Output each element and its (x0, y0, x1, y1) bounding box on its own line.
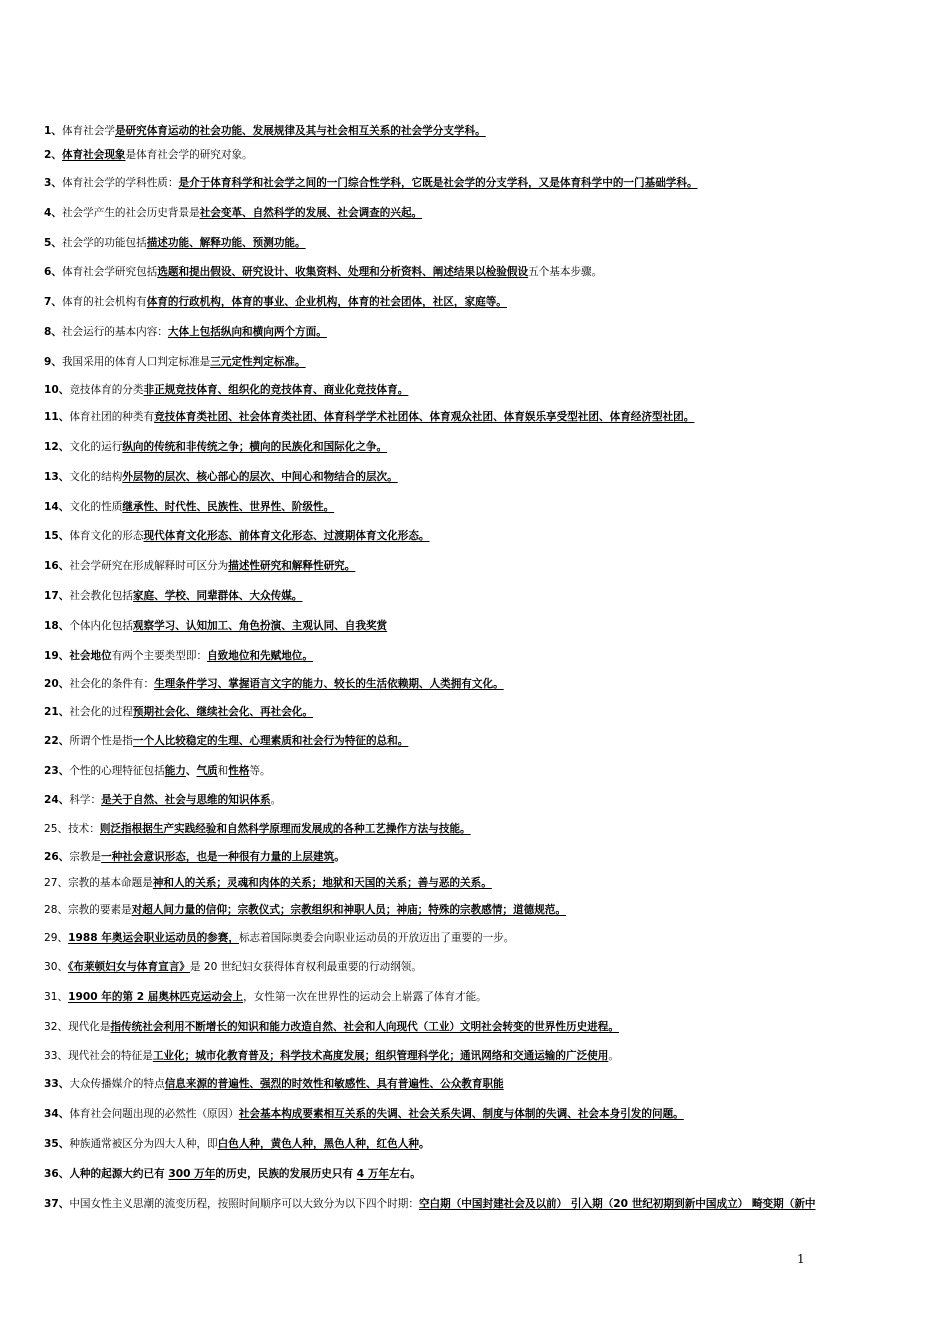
question-text: 体育社会学研究包括 (61, 266, 158, 278)
question-item (44, 355, 926, 369)
question-text: 文化的结构 (69, 471, 123, 483)
question-item (44, 960, 926, 974)
answer-text: 体育社会现象 (61, 149, 126, 161)
question-text: 。 (334, 851, 345, 863)
item-number: 9、 (44, 356, 62, 368)
answer-text: 神和人的关系；灵魂和肉体的关系；地狱和天国的关系；善与恶的关系。 (152, 877, 492, 889)
question-item (44, 1197, 926, 1211)
question-item (44, 764, 926, 778)
question-item (44, 931, 926, 945)
question-text: 所谓个性是指 (69, 735, 133, 747)
answer-text: 信息来源的普遍性、强烈的时效性和敏感性、具有普遍性、公众教育职能 (164, 1078, 504, 1090)
answer-text: 指传统社会利用不断增长的知识和能力改造自然、社会和人向现代（工业）文明社会转变的世界性历史进程。 (110, 1021, 619, 1033)
question-text: 的历史，民族的发展历史只有 (215, 1168, 357, 1180)
question-text: 。 (608, 1050, 619, 1062)
item-number: 25、 (44, 823, 69, 835)
question-text: ，女性第一次在世界性的运动会上崭露了体育才能。 (243, 991, 487, 1003)
answer-text: 预期社会化、继续社会化、再社会化。 (132, 706, 313, 718)
item-number: 5、 (44, 237, 62, 249)
question-item (44, 176, 926, 190)
question-item (44, 236, 926, 250)
question-text: 宗教的要素是 (68, 904, 132, 916)
item-number: 6、 (44, 266, 62, 278)
question-text: 体育文化的形态 (69, 530, 144, 542)
question-text: 竞技体育的分类 (69, 384, 144, 396)
question-text: 体育社会问题出现的必然性（原因） (69, 1108, 239, 1120)
question-item (44, 793, 926, 807)
answer-text: 三元定性判定标准。 (210, 356, 306, 368)
question-text: 体育社团的种类有 (69, 411, 155, 423)
question-text: 文化的性质 (69, 501, 123, 513)
answer-text: 白色人种，黄色人种，黑色人种，红色人种 (217, 1138, 419, 1150)
question-text: 个性的心理特征包括 (69, 765, 165, 777)
question-text: 宗教是 (69, 851, 102, 863)
question-text: 现代化是 (68, 1021, 111, 1033)
answer-text: 空白期（中国封建社会及以前） 引入期（20 世纪初期到新中国成立） 畸变期（新中 (418, 1198, 816, 1210)
answer-text: 4 万年 (356, 1168, 390, 1180)
item-number: 11、 (44, 411, 70, 423)
item-number: 29、 (44, 932, 69, 944)
question-item (44, 677, 926, 691)
item-number: 34、 (44, 1108, 70, 1120)
answer-text: 生理条件学习、掌握语言文字的能力、较长的生活依赖期、人类拥有文化。 (154, 678, 504, 690)
question-item (44, 1107, 926, 1121)
question-item (44, 850, 926, 864)
answer-text: 继承性、时代性、民族性、世界性、阶级性。 (122, 501, 335, 513)
question-item (44, 470, 926, 484)
question-text: 左右。 (389, 1168, 421, 1180)
question-item (44, 876, 926, 890)
question-text: 文化的运行 (69, 441, 123, 453)
answer-text: 现代体育文化形态、前体育文化形态、过渡期体育文化形态。 (143, 530, 430, 542)
question-item (44, 295, 926, 309)
question-item (44, 822, 926, 836)
question-item (44, 148, 926, 162)
answer-text: 是关于自然、社会与思维的知识体系 (101, 794, 271, 806)
item-number: 35、 (44, 1138, 70, 1150)
question-item (44, 1167, 926, 1181)
item-number: 36、 (44, 1168, 70, 1180)
item-number: 10、 (44, 384, 70, 396)
question-text: 中国女性主义思潮的流变历程，按照时间顺序可以大致分为以下四个时期： (69, 1198, 419, 1210)
answer-text: 纵向的传统和非传统之争；横向的民族化和国际化之争。 (122, 441, 388, 453)
item-number: 17、 (44, 590, 70, 602)
question-text: 科学： (69, 794, 102, 806)
item-number: 18、 (44, 620, 70, 632)
answer-text: 大体上包括纵向和横向两个方面。 (167, 326, 327, 338)
item-number: 24、 (44, 794, 70, 806)
question-text: 、 (185, 765, 197, 777)
answer-text: 社会变革、自然科学的发展、社会调查的兴起。 (199, 207, 423, 219)
answer-text: 家庭、学校、同辈群体、大众传媒。 (132, 590, 303, 602)
item-number: 33、 (44, 1078, 70, 1090)
answer-text: 1988 年奥运会职业运动员的参赛， (68, 932, 239, 944)
question-item (44, 705, 926, 719)
question-item (44, 325, 926, 339)
question-text: 种族通常被区分为四大人种，即 (69, 1138, 218, 1150)
item-number: 33、 (44, 1050, 69, 1062)
item-number: 30、 (44, 961, 69, 973)
question-text: 社会学产生的社会历史背景是 (61, 207, 200, 219)
item-number: 12、 (44, 441, 70, 453)
question-item (44, 529, 926, 543)
page-number: 1 (797, 1252, 805, 1266)
question-text: 体育社会学的学科性质： (61, 177, 179, 189)
question-text: 有两个主要类型即： (111, 650, 208, 662)
question-item (44, 124, 926, 138)
answer-text: 非正规竞技体育、组织化的竞技体育、商业化竞技体育。 (143, 384, 409, 396)
question-text: 社会化的过程 (69, 706, 133, 718)
question-text: 五个基本步骤。 (528, 266, 603, 278)
answer-text: 是研究体育运动的社会功能、发展规律及其与社会相互关系的社会学分支学科。 (114, 125, 486, 137)
question-item (44, 1020, 926, 1034)
answer-text: 一种社会意识形态，也是一种很有力量的上层建筑 (101, 851, 335, 863)
item-number: 22、 (44, 735, 70, 747)
item-number: 26、 (44, 851, 70, 863)
answer-text: 1900 年的第 2 届奥林匹克运动会上 (68, 991, 244, 1003)
question-item (44, 500, 926, 514)
answer-text: 工业化；城市化教育普及；科学技术高度发展；组织管理科学化；通讯网络和交通运输的广泛使用 (152, 1050, 609, 1062)
question-text: 社会学的功能包括 (61, 237, 147, 249)
question-text: 大众传播媒介的特点 (69, 1078, 165, 1090)
question-text: 人种的起源大约已有 (69, 1168, 169, 1180)
answer-text: 社会基本构成要素相互关系的失调、社会关系失调、制度与体制的失调、社会本身引发的问题。 (238, 1108, 684, 1120)
answer-text: 气质 (196, 765, 218, 777)
item-number: 21、 (44, 706, 70, 718)
item-number: 4、 (44, 207, 62, 219)
answer-text: 外层物的层次、核心部心的层次、中间心和物结合的层次。 (122, 471, 398, 483)
item-number: 28、 (44, 904, 69, 916)
question-text: 社会地位 (69, 650, 112, 662)
item-number: 2、 (44, 149, 62, 161)
item-number: 37、 (44, 1198, 70, 1210)
question-item (44, 990, 926, 1004)
item-number: 19、 (44, 650, 70, 662)
item-number: 16、 (44, 560, 70, 572)
question-item (44, 383, 926, 397)
question-text: 等。 (249, 765, 271, 777)
question-item (44, 589, 926, 603)
item-number: 14、 (44, 501, 70, 513)
question-item (44, 734, 926, 748)
answer-text: 观察学习、认知加工、角色扮演、主观认同、自我奖赏 (132, 620, 388, 632)
question-text: 是 20 世纪妇女获得体育权利最重要的行动纲领。 (189, 961, 422, 973)
answer-text: 一个人比较稳定的生理、心理素质和社会行为特征的总和。 (132, 735, 409, 747)
question-text: 社会化的条件有： (69, 678, 155, 690)
item-number: 13、 (44, 471, 70, 483)
question-text: 个体内化包括 (69, 620, 133, 632)
question-text: 社会教化包括 (69, 590, 133, 602)
question-text: 社会学研究在形成解释时可区分为 (69, 560, 229, 572)
answer-text: 对超人间力量的信仰；宗教仪式；宗教组织和神职人员；神庙；特殊的宗教感情；道德规范。 (131, 904, 566, 916)
question-item (44, 903, 926, 917)
item-number: 20、 (44, 678, 70, 690)
answer-text: 300 万年 (168, 1168, 216, 1180)
answer-text: 则泛指根据生产实践经验和自然科学原理而发展成的各种工艺操作方法与技能。 (99, 823, 471, 835)
question-text: 是体育社会学的研究对象。 (125, 149, 253, 161)
question-item (44, 1137, 926, 1151)
answer-text: 能力 (164, 765, 186, 777)
answer-text: 性格 (228, 765, 250, 777)
item-number: 7、 (44, 296, 62, 308)
item-number: 3、 (44, 177, 62, 189)
question-text: 。 (418, 1138, 430, 1150)
question-text: 。 (270, 794, 282, 806)
question-item (44, 1049, 926, 1063)
item-number: 1、 (44, 125, 62, 137)
item-number: 15、 (44, 530, 70, 542)
answer-text: 选题和提出假设、研究设计、收集资料、处理和分析资料、阐述结果以检验假设 (157, 266, 529, 278)
question-text: 社会运行的基本内容： (61, 326, 168, 338)
item-number: 8、 (44, 326, 62, 338)
answer-text: 竞技体育类社团、社会体育类社团、体育科学学术社团体、体育观众社团、体育娱乐享受型社团、体育经济型社团。 (154, 411, 695, 423)
item-number: 27、 (44, 877, 69, 889)
question-item (44, 440, 926, 454)
answer-text: 自致地位和先赋地位。 (207, 650, 313, 662)
question-item (44, 265, 926, 279)
item-number: 31、 (44, 991, 69, 1003)
question-text: 技术： (68, 823, 100, 835)
answer-text: 体育的行政机构，体育的事业、企业机构，体育的社会团体，社区，家庭等。 (146, 296, 507, 308)
question-text: 我国采用的体育人口判定标准是 (61, 356, 211, 368)
answer-text: 《布莱顿妇女与体育宣言》 (68, 961, 190, 973)
answer-text: 是介于体育科学和社会学之间的一门综合性学科，它既是社会学的分支学科，又是体育科学中的一门基础学科。 (178, 177, 698, 189)
answer-text: 描述性研究和解释性研究。 (228, 560, 356, 572)
item-number: 32、 (44, 1021, 69, 1033)
question-text: 现代社会的特征是 (68, 1050, 153, 1062)
question-text: 宗教的基本命题是 (68, 877, 153, 889)
answer-text: 描述功能、解释功能、预测功能。 (146, 237, 306, 249)
question-item (44, 649, 926, 663)
question-item (44, 410, 926, 424)
question-text: 标志着国际奥委会向职业运动员的开放迈出了重要的一步。 (238, 932, 515, 944)
question-text: 体育社会学 (61, 125, 115, 137)
question-item (44, 619, 926, 633)
item-number: 23、 (44, 765, 70, 777)
question-item (44, 206, 926, 220)
question-item (44, 559, 926, 573)
question-text: 体育的社会机构有 (61, 296, 147, 308)
question-item (44, 1077, 926, 1091)
question-text: 和 (217, 765, 229, 777)
